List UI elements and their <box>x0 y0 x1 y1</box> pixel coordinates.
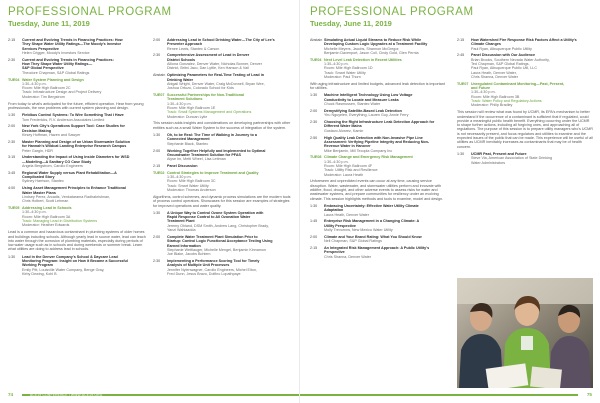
presentation-title: Conductivity to Locate and Measure Leaks <box>324 97 399 102</box>
session-description: This session will review what was found by UCMR, its EPA's mechanism to better understand if the occurrence of a contaminant is sufficient that if regulated, could provide a meaningful public health benefit. Everything occurring under the UCMR to shape further actions, including all forgiving ones, and approaching all of regulations. The purpose of this session is to prepare utility managers who's UCMR is not necessarily present, and focus regulators and utilities to examine and the expected issues of the public that can be made. This experience will be useful of all utilities as UCMR inevitably increases as contaminants that may be of health concern. <box>457 110 593 149</box>
presentation-title: Complicated Story <box>22 175 55 180</box>
program-entry <box>153 133 291 146</box>
entry-time: 2:00 <box>8 124 16 129</box>
entry-time: 1:45 <box>310 219 318 224</box>
presenter-details: Track: Utility Risk and Resilience <box>324 168 378 173</box>
presenter-details: 1:30–4:30 p.m. <box>471 90 496 95</box>
session-description: With aging infrastructure and limited budgets, advanced leak detection is important for utilities. <box>310 81 445 91</box>
session-title: Water System Planning and Design <box>22 77 84 82</box>
right-page <box>300 0 600 403</box>
presentation-title: Revenue Water in Hanover <box>324 144 371 149</box>
presentation-title: A Unique Way to Control Ozone System Operation with <box>167 210 264 215</box>
entry-body <box>167 38 291 51</box>
session-code: TUE08 <box>310 155 322 160</box>
page-header <box>8 6 172 28</box>
presenter-details: Room: Mile High Ballroom 4F <box>324 163 373 168</box>
presenter-details: Mike Benjamin, Mill Tecopia Company Inc <box>324 148 393 153</box>
presenter-details: Moderator: Paul Thorn <box>324 74 361 79</box>
entry-time: 2:45 <box>457 53 465 58</box>
presentation-title: Oh, to be Real: The Time of Walking in Journey to a <box>167 133 257 138</box>
presenter-details: Chris Holbert, Scott Lehman <box>22 199 69 204</box>
entry-body <box>22 155 146 168</box>
entry-body <box>22 206 146 227</box>
entry-body <box>167 171 291 192</box>
program-entry <box>153 149 291 162</box>
presenter-details: Peter Gargin, HDR <box>22 148 53 153</box>
presentation-title: Master Planning and Design of an Urban Stormwater Solution <box>22 139 130 144</box>
presentation-title: Connected Management <box>167 137 210 142</box>
presentation-title: S&P Global Perspective <box>22 66 64 71</box>
presenter-details: Chris Shanna, Denver Water <box>324 254 372 259</box>
presenter-details: Steve Via, American Association of State Drinking <box>471 156 553 161</box>
program-entry <box>310 120 448 133</box>
presentation-title: for Hannah's Wildcat Landing Enterprise Research Campus <box>22 144 127 149</box>
presenter-details: Track: Managing Lead in Distribution Systems <box>22 219 98 224</box>
session-title: Treatment Solutions <box>167 97 203 102</box>
entry-body <box>167 133 291 146</box>
program-entry <box>8 140 146 153</box>
entry-time: 1:30 <box>310 93 318 98</box>
presenter-details: Abigail Wright, Denver Water, Craig McDonnell, Bryan Wee, <box>167 81 265 86</box>
footer-bar <box>300 394 578 396</box>
entry-body <box>324 235 448 244</box>
program-column <box>310 38 448 388</box>
presentation-title: Perspective <box>324 250 345 255</box>
entry-body <box>22 78 146 99</box>
presenter-details: Alyse Im, Metti Wheel, Lisa Lettman <box>167 157 226 162</box>
session-code: TUE07 <box>153 93 165 98</box>
page-title: PROFESSIONAL PROGRAM <box>8 6 172 18</box>
presentation-title: Understanding the Impact of Using Inside Diameters for WSD <box>22 155 130 160</box>
entry-time: 1:30 <box>8 254 16 259</box>
presentation-title: New York City's Operations Support Tool: Case Studies for <box>22 124 125 129</box>
entry-body <box>324 155 448 176</box>
program-entry <box>8 38 146 55</box>
entry-body <box>167 235 291 256</box>
session-block <box>153 171 291 192</box>
presentation-title: Climate Changes <box>471 42 501 47</box>
presentation-title: Comprehensive Assessment of Lead in Denver <box>167 53 250 58</box>
presenter-details: Stephanie Wettlauger, Michelle Mengel, Benjamin Kinnamon <box>167 247 266 252</box>
entry-body <box>167 164 291 168</box>
presentation-title: Startup: Control Logic Functional Acceptance Testing Using <box>167 239 273 244</box>
presenter-details: District, Britni Jaco, Dan Lyttle, Ken Hanson & Vail <box>167 66 249 71</box>
presentation-title: Rapid Response Control to All Ozonation Water <box>167 215 251 220</box>
program-entry <box>457 53 593 79</box>
entry-body <box>22 58 146 75</box>
session-block <box>153 93 291 119</box>
footer-text: ACE19 CONFERENCE | WWW.ACE19.ORG <box>30 392 103 397</box>
presenter-details: Gustavo Alvarez, Kamin <box>324 128 364 133</box>
program-entry <box>153 211 291 232</box>
entry-body <box>167 211 291 232</box>
presenter-details: 1:30–4:30 p.m. <box>324 62 349 67</box>
presentation-title: Analysis of Multiple Unit Processes <box>167 263 230 268</box>
entry-time: 1:30 <box>153 133 161 138</box>
entry-body <box>324 136 448 153</box>
session-block <box>8 206 146 227</box>
page-number: 74 <box>8 392 14 397</box>
session-description: Unforeseen and unpredicted events can occur at any time, causing service disruption. Water, wastewater, and stormwater utilities perform and innovate with wildfire, flood, drought, and other adverse events to assess risks for water and wastewater systems, and prepare communities for resiliency under an evolving climate. This session highlights methods and tools to examine, model and design. <box>310 179 444 201</box>
presentation-title: UCMR Past, Present and Future <box>471 151 527 156</box>
presenter-details: Moderator: Heather Edwards <box>22 223 70 228</box>
session-description: Lead is a common and hazardous contaminant in plumbing systems of older homes and buildings including schools. Although yearly lead in source water, lead can leach into water through the corrosion of plumbing materials, especially during periods of low water usage such as in schools and during weekends or summer break. Learn what utilities are doing to address lead in schools. <box>8 230 146 252</box>
entry-body <box>324 93 448 106</box>
conference-attendees-photo <box>457 278 593 388</box>
entry-body <box>324 204 448 217</box>
presentation-title: They Shape Water Utility Ratings—The Moody's Investor <box>22 42 122 47</box>
entry-time: 2:50 <box>310 135 318 140</box>
presenter-details: Emily Pitt, Louisville Water Company, Benge Gray, <box>22 267 105 272</box>
entry-time: 2:30 <box>8 139 16 144</box>
program-entry <box>8 255 146 276</box>
presenter-details: Room: Mile High Ballroom 1E <box>167 105 216 110</box>
entry-time: 2:30 <box>153 53 161 58</box>
presenter-details: Benjamin Davenport, Jason Coll, Cindy Gold, Glen Pernia <box>324 50 419 55</box>
entry-time: 3:45 <box>8 170 16 175</box>
presentation-title: District Schools <box>167 57 196 62</box>
program-entry <box>310 93 448 106</box>
presenter-details: Lindsey Perez, Arcadis, Venkatarama Radhakrishnan, <box>22 194 111 199</box>
program-entry <box>153 259 291 276</box>
entry-body <box>324 38 448 55</box>
entry-body <box>324 58 448 79</box>
presenter-details: Molly Trevorrow, New Mexico Water Utility <box>324 228 393 233</box>
entry-time: 2:00 <box>153 38 161 42</box>
program-column <box>8 38 146 388</box>
program-entry <box>153 164 291 168</box>
program-entry <box>153 38 291 51</box>
presenter-details: 1:30–4:30 p.m. <box>324 159 349 164</box>
presenter-details: Sydney Harrison, Stantec <box>22 179 64 184</box>
presenter-details: Room: Mile High Ballroom 3B <box>471 94 520 99</box>
presenter-details: Moderator: Philip Bradley <box>471 103 513 108</box>
presentation-title: Services Perspective <box>22 46 59 51</box>
presenter-details: Track: Water Policy and Regulatory Actions <box>471 99 542 104</box>
presenter-details: Yiru Nguyelen, Everything, Lauren Guy, Annie Ferry <box>324 113 409 118</box>
presenter-details: Helen Crigger, Moody's Investors Service <box>22 50 90 55</box>
program-entry <box>8 113 146 122</box>
program-entry <box>310 38 448 55</box>
presenter-details: Track: Smart Water Utility <box>167 183 209 188</box>
presenter-details: Room: Mile High Ballroom 3A <box>22 214 71 219</box>
page-title: PROFESSIONAL PROGRAM <box>310 6 474 18</box>
presentation-title: Demystifying Satellite-Based Leak Detection <box>324 108 402 113</box>
presenter-details: Paul Ryan, Albuquerque Public Utility <box>471 46 532 51</box>
presentation-title: Enterprise Risk Management in a Changing Climate: A <box>324 219 420 224</box>
presentation-title: Optimizing Parameters for Real-Time Testing of Lead in <box>167 73 264 78</box>
page-footer <box>300 392 600 398</box>
entry-body <box>167 259 291 276</box>
entry-time: 1:30 <box>457 151 465 156</box>
program-entry <box>8 155 146 168</box>
session-code: TUE04 <box>8 77 20 82</box>
session-title: Next Level Leak Detection in Recent Utilities <box>324 57 402 62</box>
entry-time: Abstain <box>153 73 166 78</box>
entry-body <box>22 113 146 122</box>
presenter-details: Chris Shanna, Denver Water <box>471 74 519 79</box>
presentation-title: An Integrated Risk Management Approach: A Public Utility's <box>324 246 430 251</box>
page-header <box>310 6 474 28</box>
presentation-title: Adaptation <box>324 208 344 213</box>
entry-time: 2:30 <box>153 259 161 263</box>
presentation-title: Embracing Uncertainty: Effective Water Utility Climate <box>324 203 419 208</box>
entry-time: 2:00 <box>153 148 161 153</box>
presenter-details: Track: Small Systems Management and Operations <box>167 110 252 115</box>
session-block <box>310 155 448 176</box>
presentation-title: Simulating Actual Liquid Streams to Reduce Risk While <box>324 38 422 42</box>
presentation-title: Decision Making <box>22 128 52 133</box>
presentation-title: Panel Discussion with Our Audience <box>471 53 535 58</box>
presentation-title: How Watershed Fire Response Risk Factors Affect a Utility's <box>471 38 577 42</box>
session-block <box>8 78 146 99</box>
presenter-details: Laura Heath, Denver Water, <box>471 70 517 75</box>
entry-body <box>324 246 448 259</box>
presenter-details: Room: Mile High Ballroom 3C <box>167 179 216 184</box>
presenter-details: Michelle Meyers, Jacobs, Shannon McGregor, <box>324 46 400 51</box>
entry-time: 2:15 <box>153 163 161 168</box>
entry-time: 2:15 <box>8 38 16 42</box>
entry-body <box>471 38 593 51</box>
entry-body <box>471 152 593 165</box>
session-block <box>310 58 448 79</box>
page-date: Tuesday, June 11, 2019 <box>310 19 392 28</box>
entry-time: 1:30 <box>153 210 161 215</box>
presentation-title: Monitoring Program: Insight on How it Became a Successful <box>22 259 128 263</box>
entry-time: 2:15 <box>310 246 318 251</box>
presentation-title: Using Asset Management Principles to Enhance Traditional <box>22 186 126 191</box>
session-code: TUE07 <box>457 81 469 86</box>
presentation-title: Utility Perspective <box>324 223 356 228</box>
entry-time: 2:30 <box>8 57 16 62</box>
entry-body <box>324 219 448 232</box>
presenter-details: Room: Mile High Ballroom 1D <box>324 66 373 71</box>
page-number: 75 <box>586 392 592 397</box>
program-entry <box>153 235 291 256</box>
session-description: This session adds insights and considerations on developing partnerships with other entities such as a small Water System to the success of integration of the system. <box>153 121 291 130</box>
presentation-title: Presenter Approach <box>167 42 203 47</box>
entry-body <box>22 38 146 55</box>
session-title: and Future <box>471 86 491 91</box>
session-title: Addressing Lead in Schools <box>22 206 72 211</box>
session-code: TUE05 <box>8 206 20 211</box>
entry-body <box>324 120 448 133</box>
presenter-details: Stephanie Black, Stantec <box>167 141 209 146</box>
program-entry <box>153 53 291 70</box>
program-entry <box>8 171 146 184</box>
entry-time: 2:00 <box>153 234 161 239</box>
presentation-title: Earned Information <box>167 243 201 248</box>
presenter-details: Moderator: Duncan Lytle <box>167 114 208 119</box>
presenter-details: Ted Chapman, S&P Global Ratings, <box>471 62 530 67</box>
program-entry <box>310 235 448 244</box>
session-title: Control Strategies to Improve Treatment and Quality <box>167 170 259 175</box>
entry-body <box>22 124 146 137</box>
presenter-details: Water Administrators <box>471 160 506 165</box>
program-entry <box>310 204 448 217</box>
presenter-details: Yanzi Wahiaadda <box>167 228 196 233</box>
presentation-title: —Modeling—A Sanitary CO Case Study <box>22 159 92 164</box>
presenter-details: Moderator: Tim Bergstrom <box>22 94 65 99</box>
entry-body <box>22 255 146 276</box>
entry-time: 1:30 <box>310 203 318 208</box>
entry-time: Abstain <box>310 38 323 42</box>
presenter-details: Jennifer Nylenwagner, Carollo Engineers, Michel Elton, <box>167 267 257 272</box>
presentation-title: High Quality Leak Detection with Non-Invasive Pipe Line <box>324 135 423 140</box>
presenter-details: Alliona Gonzalez, Denver Water, Nicholas Bonner, Denver <box>167 62 262 67</box>
presenter-details: Kirsey Hoffman, Hazen and Sawyer <box>22 133 81 138</box>
session-description: From today to what's anticipated for the future, efficient operation. Hear from young professionals, the new problems with current system planning and design. <box>8 101 144 110</box>
entry-time: 2:00 <box>310 108 318 113</box>
presenter-details: Kirby Dewing, Kohl B <box>22 271 57 276</box>
session-title: Climate Change and Emergency Risk Management <box>324 155 413 160</box>
program-entry <box>310 136 448 153</box>
entry-time: 1:30 <box>8 113 16 118</box>
presenter-details: 1:30–4:30 p.m. <box>22 81 47 86</box>
presenter-details: Neil Chapman, S&P Global Ratings <box>324 239 382 244</box>
entry-body <box>167 149 291 162</box>
entry-body <box>167 93 291 119</box>
presentation-title: Lead in the Denver Company's School & Daycare Lead <box>22 254 118 259</box>
presentation-title: Different Water Mains <box>324 124 362 129</box>
session-description: Algorithms, control schemes, and dynamic process simulations are the modern tools of process control operators. Showcases for this session are examples of strategies for improved operations and water quality. <box>153 194 291 208</box>
presentation-title: Groundwater Treatment Solution for PFAS <box>167 152 241 157</box>
entry-body <box>22 171 146 184</box>
program-entry <box>153 73 291 90</box>
presentation-title: Fieldbus Control Systems: To Wire Something That I Have <box>22 113 124 118</box>
program-entry <box>8 124 146 137</box>
presentation-title: Treatment Plant <box>167 219 195 224</box>
program-entry <box>310 246 448 259</box>
program-entry <box>457 38 593 51</box>
entry-time: 2:00 <box>310 234 318 239</box>
presenter-details: Theodore Chapman, S&P Global Ratings <box>22 70 90 75</box>
presentation-title: Drinking Water <box>167 77 194 82</box>
entry-body <box>22 186 146 203</box>
session-title: Successful Partnerships for Non-Traditional <box>167 93 245 98</box>
entry-time: 2:30 <box>310 120 318 125</box>
presentation-title: Current and Evolving Trends in Financing Practices: <box>22 57 114 62</box>
presenter-details: Brian Brooks, Southern Nevada Water Authority, <box>471 57 550 62</box>
presenter-details: Track: Smart Water Utility <box>324 70 366 75</box>
presenter-details: Moderator: Thomas Anderson <box>167 188 216 193</box>
presentation-title: Choosing the Right Infrastructure Leak Detection Approach for <box>324 120 435 125</box>
presentation-title: Assessment: Verifying Pipeline Integrity and Reducing Non- <box>324 139 430 144</box>
program-entry <box>8 58 146 75</box>
program-entry <box>310 219 448 232</box>
entry-body <box>324 109 448 118</box>
presenter-details: Moderator: Laura Heath <box>324 172 364 177</box>
presentation-title: Machine Intelligent Technology Using Low Voltage <box>324 93 413 98</box>
presenter-details: 1:30–4:30 p.m. <box>167 175 192 180</box>
presenter-details: Angela Bergstrom, Carollo Engineers <box>22 163 83 168</box>
presentation-title: Panel Discussion <box>167 163 198 168</box>
page-footer <box>0 392 300 398</box>
presenter-details: Laura Heath, Denver Water <box>324 212 369 217</box>
presentation-title: Developing Custom Logic Upgrades at a Treatment Facility <box>324 42 428 47</box>
presentation-title: Working Together Helpfully and Implemented to Optimal <box>167 148 266 153</box>
presenter-details: Joe Blake, Jacobs Bohlem <box>167 252 211 257</box>
presenter-details: 1:30–4:30 p.m. <box>22 210 47 215</box>
presenter-details: Fred Dunn, Jesus Bravo, Dolfino Lopathpaye <box>167 271 241 276</box>
presentation-title: Complete Water Treatment Plant Simulation Prior to <box>167 234 258 239</box>
presenter-details: Paul Ryan, Albuquerque Public Util, LLC <box>471 66 538 71</box>
presenter-details: 1:30–4:30 p.m. <box>167 101 192 106</box>
program-entry <box>310 109 448 118</box>
presentation-title: Regional Water Supply versus Plant Rehabilitation—A <box>22 170 117 175</box>
entry-body <box>471 82 593 108</box>
entry-body <box>167 73 291 90</box>
presenter-details: Chuck Rasmussen, Stantec Water <box>324 102 381 107</box>
session-block <box>457 82 593 108</box>
presenter-details: Room: Mile High Ballroom 2C <box>22 86 71 91</box>
presenter-details: Jeremy Ohland, DSM Smith, Andrew Lang, Christopher Brady, <box>167 223 269 228</box>
entry-time: 3:15 <box>8 155 16 160</box>
page-date: Tuesday, June 11, 2019 <box>8 19 90 28</box>
session-code: TUE04 <box>310 57 322 62</box>
entry-body <box>22 140 146 153</box>
presenter-details: Renee Lewis, Stantec & Carson <box>167 46 220 51</box>
presentation-title: Climate and Your Brand Rating: What You Should Know <box>324 234 422 239</box>
presentation-title: How They Shape Water Utility Ratings— <box>22 62 93 67</box>
session-title: Unregulated Contaminant Monitoring—Past, Present, <box>471 81 565 86</box>
program-column <box>153 38 291 388</box>
entry-body <box>471 53 593 79</box>
presenter-details: Joshua Ortuzo, Colorado School for Kids <box>167 86 234 91</box>
presentation-title: Implementing a Performance Scoring Tool for Timely <box>167 259 260 263</box>
program-entry <box>8 186 146 203</box>
entry-body <box>167 53 291 70</box>
presenter-details: Track: Infrastructure Design and Project Delivery <box>22 90 102 95</box>
session-code: TUE02 <box>153 170 165 175</box>
presentation-title: Working Program <box>22 263 53 268</box>
entry-time: 4:00 <box>8 186 16 191</box>
presentation-title: Addressing Lead in School Drinking Water—The City of Lee's <box>167 38 275 42</box>
presentation-title: Current and Evolving Trends in Financing Practices: How <box>22 38 123 42</box>
presenter-details: Tom Fredericks, R.V. Anderson Associates Limited <box>22 117 105 122</box>
program-entry <box>457 152 593 165</box>
presentation-title: Water Master Plans <box>22 190 56 195</box>
entry-time: 2:15 <box>457 38 465 42</box>
